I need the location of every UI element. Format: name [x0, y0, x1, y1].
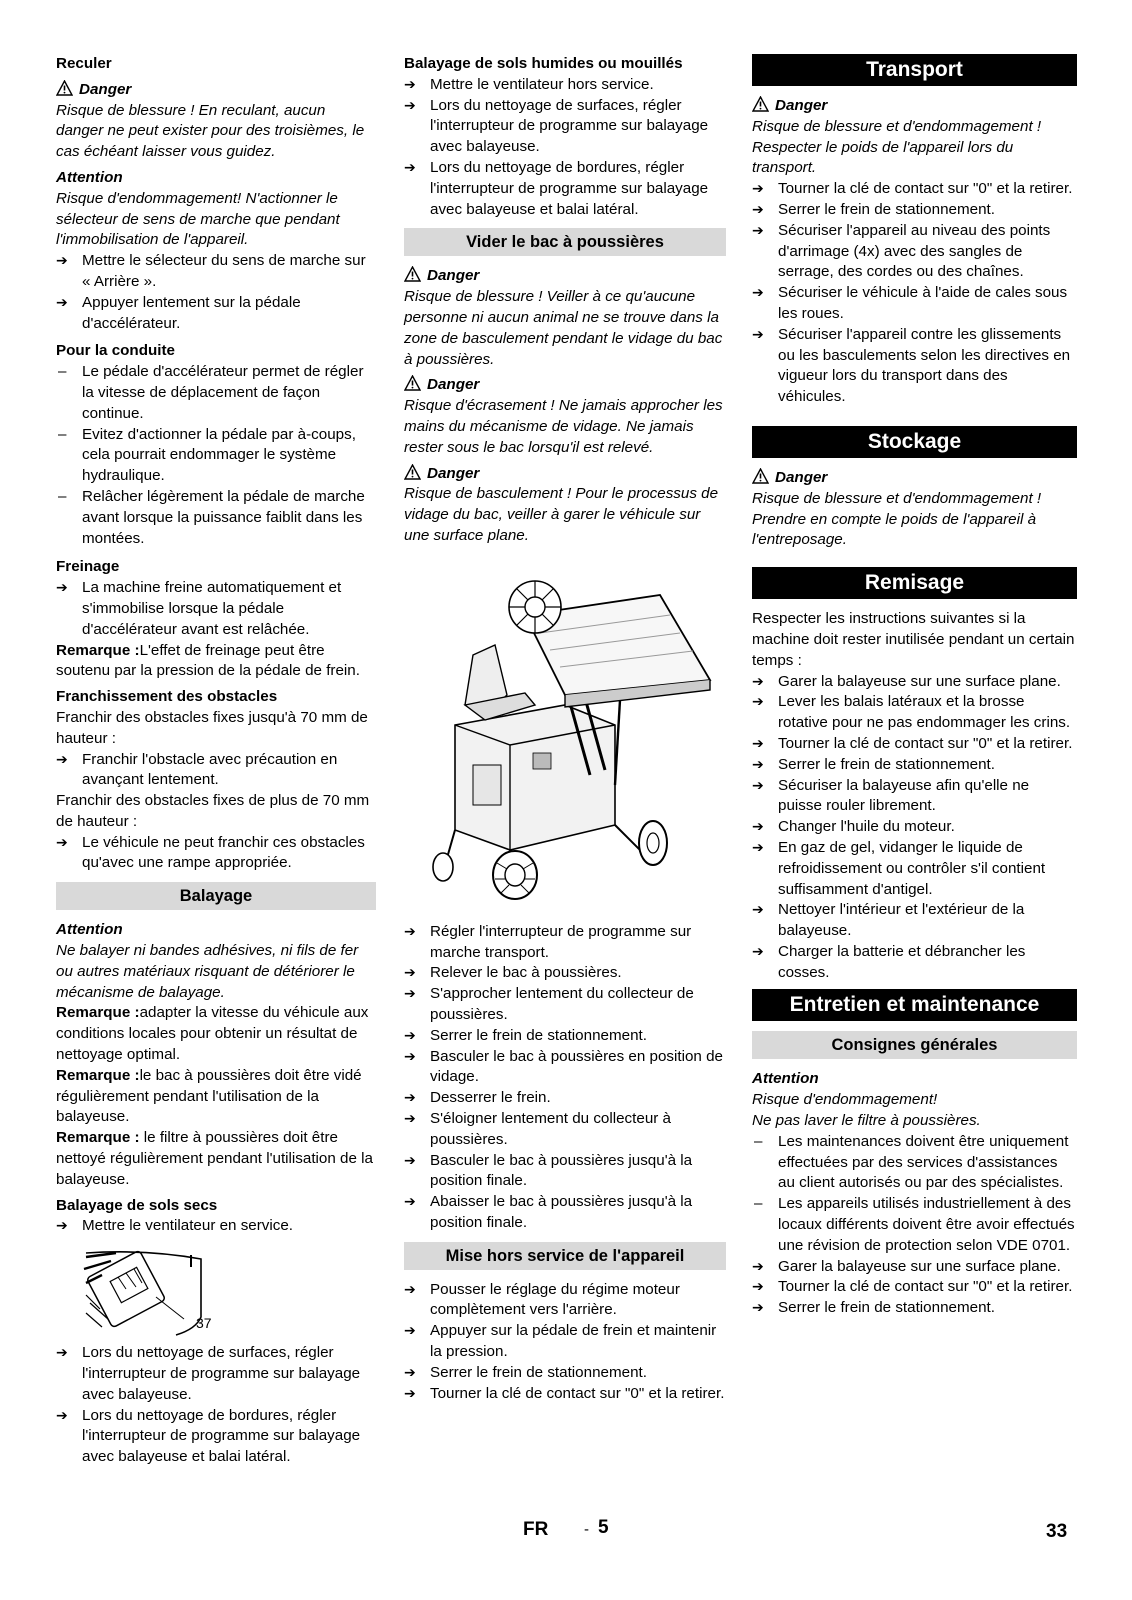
- step-item: ➔ Mettre le sélecteur du sens de marche sur « Arrière ».: [56, 251, 376, 293]
- attention-text: Risque d'endommagement! N'actionner le sélecteur de sens de marche que pendant l'immobilisation de l'appareil.: [56, 189, 340, 249]
- step-item: ➔ Serrer le frein de stationnement.: [404, 1026, 726, 1047]
- remark: Remarque :adapter la vitesse du véhicule aux conditions locales pour obtenir un résultat de nettoyage optimal.: [56, 1004, 369, 1064]
- step-item: ➔ Appuyer lentement sur la pédale d'accélérateur.: [56, 293, 376, 335]
- step-item: ➔ Nettoyer l'intérieur et l'extérieur de la balayeuse.: [752, 900, 1077, 942]
- paragraph: Franchir des obstacles fixes de plus de 70 mm de hauteur :: [56, 792, 370, 830]
- step-item: ➔ Appuyer sur la pédale de frein et maintenir la pression.: [404, 1321, 726, 1363]
- paragraph: Franchir des obstacles fixes jusqu'à 70 mm de hauteur :: [56, 708, 368, 747]
- warning-triangle-icon: [752, 468, 769, 484]
- danger-heading: Danger: [56, 80, 376, 101]
- step-item: ➔ S'éloigner lentement du collecteur à poussières.: [404, 1109, 726, 1151]
- column-2: [404, 54, 726, 1404]
- danger-heading: Danger: [752, 468, 1077, 489]
- danger-heading: Danger: [752, 96, 1077, 117]
- danger-heading: Danger: [404, 266, 726, 287]
- step-item: ➔ Lors du nettoyage de bordures, régler l'interrupteur de programme sur balayage avec balayeuse et balai latéral.: [56, 1406, 376, 1468]
- section-bar-consignes: Consignes générales: [752, 1031, 1077, 1059]
- attention-heading: Attention: [56, 168, 123, 186]
- danger-text: Risque de blessure ! Veiller à ce qu'aucune personne ni aucun animal ne se trouve dans la zone de basculement pendant le vidage du bac à poussières.: [404, 288, 723, 368]
- step-item: ➔ Franchir l'obstacle avec précaution en avançant lentement.: [56, 750, 376, 792]
- column-1: [56, 54, 376, 1468]
- sweeper-machine-illustration: [415, 575, 715, 905]
- attention-text: Ne pas laver le filtre à poussières.: [752, 1112, 981, 1130]
- section-title-humides: Balayage de sols humides ou mouillés: [404, 55, 683, 72]
- remark: Remarque :L'effet de freinage peut être soutenu par la pression de la pédale de frein.: [56, 641, 360, 680]
- list-item: – Relâcher légèrement la pédale de marche avant lorsque la puissance faiblit dans les montées.: [56, 487, 376, 549]
- danger-text: Risque de blessure et d'endommagement ! Respecter le poids de l'appareil lors du transport.: [752, 117, 1042, 177]
- section-bar-hors-service: Mise hors service de l'appareil: [404, 1242, 726, 1270]
- step-item: ➔ Le véhicule ne peut franchir ces obstacles qu'avec une rampe appropriée.: [56, 833, 376, 875]
- step-item: ➔ Tourner la clé de contact sur "0" et la retirer.: [752, 1277, 1077, 1298]
- step-item: ➔ Lors du nettoyage de bordures, régler l'interrupteur de programme sur balayage avec balayeuse et balai latéral.: [404, 158, 726, 220]
- step-item: ➔ Tourner la clé de contact sur "0" et la retirer.: [752, 734, 1077, 755]
- section-title-freinage: Freinage: [56, 558, 120, 576]
- figure-label: 37: [196, 1315, 212, 1332]
- section-title-reculer: Reculer: [56, 55, 112, 72]
- step-item: ➔ Sécuriser le véhicule à l'aide de cales sous les roues.: [752, 283, 1077, 325]
- danger-text: Risque de basculement ! Pour le processus de vidage du bac, veiller à garer le véhicule sur une surface plane.: [404, 485, 719, 544]
- warning-triangle-icon: [404, 266, 421, 282]
- step-item: ➔ Serrer le frein de stationnement.: [752, 200, 1077, 221]
- section-bar-vider: Vider le bac à poussières: [404, 228, 726, 256]
- step-item: ➔ Desserrer le frein.: [404, 1088, 726, 1109]
- danger-text: Risque de blessure ! En reculant, aucun danger ne peut exister pour des troisièmes, le cas échéant laisser vous guidez.: [56, 101, 365, 161]
- warning-triangle-icon: [56, 80, 73, 96]
- remark: Remarque : le filtre à poussières doit être nettoyé régulièrement pendant l'utilisation de la balayeuse.: [56, 1129, 373, 1188]
- footer-separator: -: [584, 1521, 589, 1538]
- danger-heading: Danger: [404, 375, 726, 396]
- section-title-obstacles: Franchissement des obstacles: [56, 688, 278, 706]
- warning-triangle-icon: [752, 96, 769, 112]
- step-item: ➔ Basculer le bac à poussières en position de vidage.: [404, 1047, 726, 1089]
- step-item: ➔ Sécuriser l'appareil contre les glissements ou les basculements selon les directives en vigueur lors du transport dans des véhicules.: [752, 325, 1077, 408]
- chapter-bar-stockage: Stockage: [752, 426, 1077, 458]
- column-3: [752, 54, 1077, 1319]
- list-item: – Le pédale d'accélérateur permet de régler la vitesse de déplacement de façon continue.: [56, 362, 376, 424]
- chapter-bar-entretien: Entretien et maintenance: [752, 989, 1077, 1021]
- step-item: ➔ Tourner la clé de contact sur "0" et la retirer.: [404, 1384, 726, 1405]
- page-number: 33: [1046, 1521, 1068, 1542]
- danger-text: Risque d'écrasement ! Ne jamais approcher les mains du mécanisme de vidage. Ne jamais rester sous le bac lorsqu'il est relevé.: [404, 397, 723, 456]
- step-item: ➔ Mettre le ventilateur en service.: [56, 1216, 376, 1237]
- danger-text: Risque de blessure et d'endommagement ! Prendre en compte le poids de l'appareil à l'entreposage.: [752, 489, 1042, 549]
- step-item: ➔ Serrer le frein de stationnement.: [404, 1363, 726, 1384]
- list-item: – Les maintenances doivent être uniquement effectuées par des services d'assistances au client autorisés ou par des spécialistes.: [752, 1132, 1077, 1194]
- paragraph: Respecter les instructions suivantes si la machine doit rester inutilisée pendant un certain temps :: [752, 610, 1075, 669]
- step-item: ➔ Changer l'huile du moteur.: [752, 817, 1077, 838]
- section-bar-balayage: Balayage: [56, 882, 376, 910]
- list-item: – Evitez d'actionner la pédale par à-coups, cela pourrait endommager le système hydraulique.: [56, 425, 376, 487]
- chapter-bar-remisage: Remisage: [752, 567, 1077, 599]
- attention-text: Risque d'endommagement!: [752, 1091, 938, 1109]
- sweeper-dump-figure: [404, 575, 726, 910]
- step-item: ➔ Charger la batterie et débrancher les cosses.: [752, 942, 1077, 984]
- step-item: ➔ Lors du nettoyage de surfaces, régler l'interrupteur de programme sur balayage avec balayeuse.: [56, 1343, 376, 1405]
- step-item: ➔ Abaisser le bac à poussières jusqu'à la position finale.: [404, 1192, 726, 1234]
- attention-heading: Attention: [752, 1070, 819, 1088]
- footer-language: FR: [523, 1519, 549, 1540]
- remark: Remarque :le bac à poussières doit être vidé régulièrement pendant l'utilisation de la balayeuse.: [56, 1066, 362, 1126]
- step-item: ➔ Tourner la clé de contact sur "0" et la retirer.: [752, 179, 1077, 200]
- step-item: ➔ Lors du nettoyage de surfaces, régler l'interrupteur de programme sur balayage avec balayeuse.: [404, 96, 726, 158]
- warning-triangle-icon: [404, 375, 421, 391]
- footer-section-number: 5: [598, 1517, 609, 1538]
- control-panel-figure: [56, 1247, 376, 1339]
- step-item: ➔ Lever les balais latéraux et la brosse rotative pour ne pas endommager les crins.: [752, 692, 1077, 734]
- step-item: ➔ Sécuriser la balayeuse afin qu'elle ne puisse rouler librement.: [752, 776, 1077, 818]
- attention-text: Ne balayer ni bandes adhésives, ni fils de fer ou autres matériaux risquant de détériorer le mécanisme de balayage.: [56, 942, 359, 1001]
- step-item: ➔ La machine freine automatiquement et s'immobilise lorsque la pédale d'accélérateur avant est relâchée.: [56, 578, 376, 640]
- step-item: ➔ Relever le bac à poussières.: [404, 963, 726, 984]
- step-item: ➔ Serrer le frein de stationnement.: [752, 755, 1077, 776]
- step-item: ➔ Régler l'interrupteur de programme sur marche transport.: [404, 922, 726, 964]
- step-item: ➔ Serrer le frein de stationnement.: [752, 1298, 1077, 1319]
- danger-heading: Danger: [404, 464, 726, 485]
- section-title-conduite: Pour la conduite: [56, 342, 175, 360]
- step-item: ➔ Pousser le réglage du régime moteur complètement vers l'arrière.: [404, 1280, 726, 1322]
- step-item: ➔ S'approcher lentement du collecteur de poussières.: [404, 984, 726, 1026]
- warning-triangle-icon: [404, 464, 421, 480]
- control-panel-illustration: [56, 1247, 216, 1339]
- step-item: ➔ Garer la balayeuse sur une surface plane.: [752, 1257, 1077, 1278]
- step-item: ➔ Sécuriser l'appareil au niveau des points d'arrimage (4x) avec des sangles de serrage, des cordes ou des chaînes.: [752, 221, 1077, 283]
- step-item: ➔ Basculer le bac à poussières jusqu'à la position finale.: [404, 1151, 726, 1193]
- attention-heading: Attention: [56, 921, 123, 939]
- chapter-bar-transport: Transport: [752, 54, 1077, 86]
- step-item: ➔ En gaz de gel, vidanger le liquide de refroidissement ou contrôler s'il contient suffisamment d'antigel.: [752, 838, 1077, 900]
- step-item: ➔ Garer la balayeuse sur une surface plane.: [752, 672, 1077, 693]
- step-item: ➔ Mettre le ventilateur hors service.: [404, 75, 726, 96]
- list-item: – Les appareils utilisés industriellement à des locaux différents doivent être avoir effectués une révision de protection selon VDE 0701.: [752, 1194, 1077, 1256]
- section-title-secs: Balayage de sols secs: [56, 1196, 218, 1214]
